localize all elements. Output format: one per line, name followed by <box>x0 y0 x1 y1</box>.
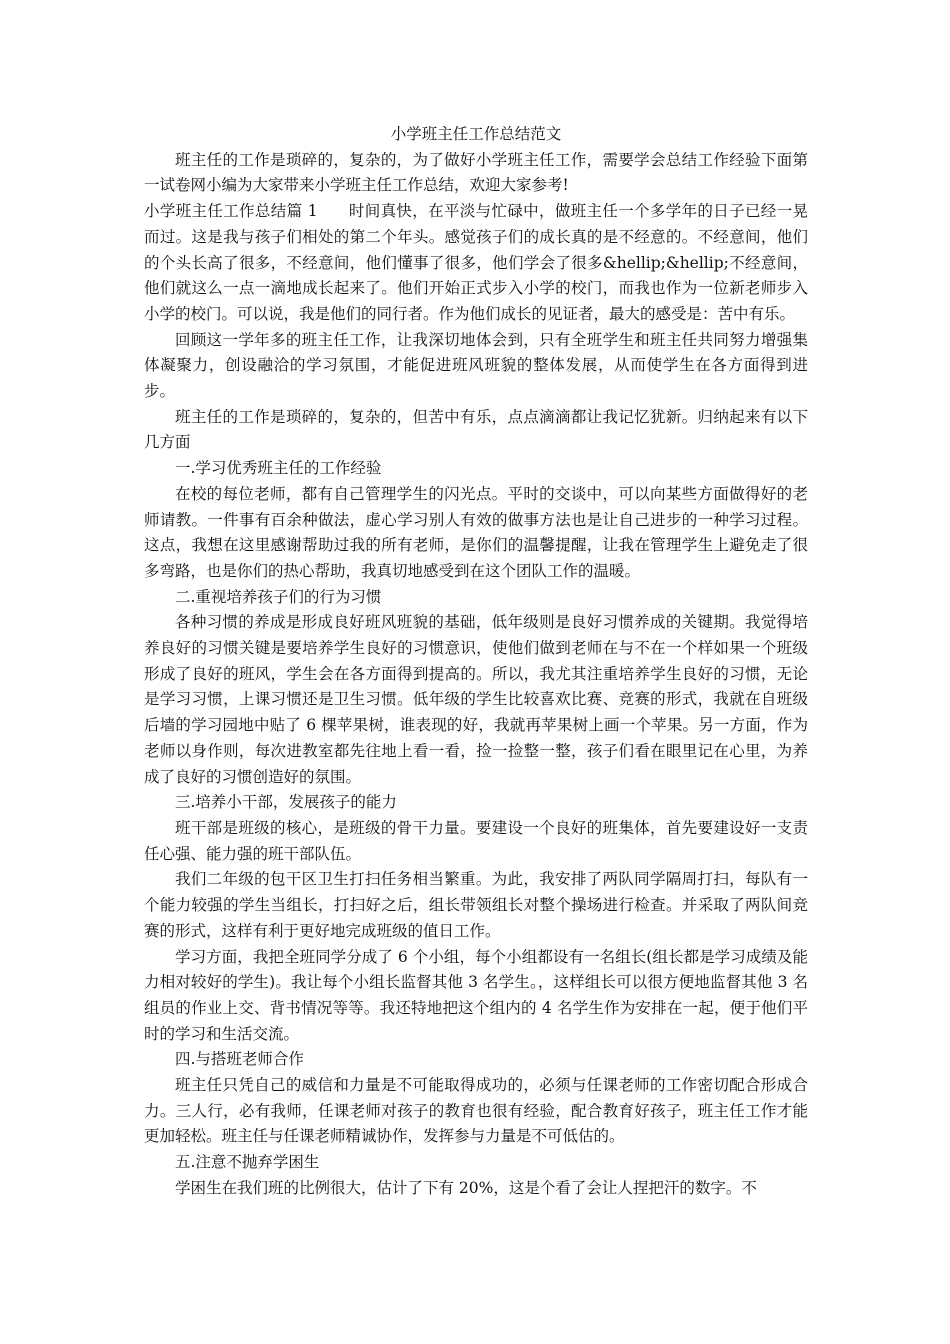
section-2-paragraph: 各种习惯的养成是形成良好班风班貌的基础，低年级则是良好习惯养成的关键期。我觉得培养良好的习惯关键是要培养学生良好的习惯意识，使他们做到老师在与不在一个样如果一个班级形成了良好的班风，学生会在各方面得到提高的。所以，我尤其注重培养学生良好的习惯，无论是学习习惯，上课习惯还是卫生习惯。低年级的学生比较喜欢比赛、竞赛的形式，我就在自班级后墙的学习园地中贴了 6 棵苹果树，谁表现的好，我就再苹果树上画一个苹果。另一方面，作为老师以身作则，每次进教室都先往地上看一看，捡一捡整一整，孩子们看在眼里记在心里，为养成了良好的习惯创造好的氛围。 <box>144 613 808 786</box>
part1-label: 小学班主任工作总结篇 1 <box>144 202 318 221</box>
intro-paragraph: 班主任的工作是琐碎的，复杂的，为了做好小学班主任工作，需要学会总结工作经验下面第一试卷网小编为大家带来小学班主任工作总结，欢迎大家参考! <box>144 150 808 195</box>
section-3-paragraph-a: 班干部是班级的核心，是班级的骨干力量。要建设一个良好的班集体，首先要建设好一支责任心强、能力强的班干部队伍。 <box>144 818 808 863</box>
section-4-paragraph: 班主任只凭自己的威信和力量是不可能取得成功的，必须与任课老师的工作密切配合形成合力。三人行，必有我师，任课老师对孩子的教育也很有经验，配合教育好孩子，班主任工作才能更加轻松。班主任与任课老师精诚协作，发挥参与力量是不可低估的。 <box>144 1076 808 1146</box>
section-3-paragraph-c: 学习方面，我把全班同学分成了 6 个小组，每个小组都设有一名组长(组长都是学习成绩及能力相对较好的学生)。我让每个小组长监督其他 3 名学生。，这样组长可以很方便地监督其他 3 名组员的作业上交、背书情况等等。我还特地把这个组内的 4 名学生作为安排在一起，便于他们平时的学习和生活交流。 <box>144 947 809 1043</box>
section-heading-1: 一.学习优秀班主任的工作经验 <box>175 459 382 478</box>
section-5-paragraph: 学困生在我们班的比例很大，估计了下有 20%，这是个看了会让人捏把汗的数字。不 <box>175 1178 757 1197</box>
section-heading-5: 五.注意不抛弃学困生 <box>175 1153 320 1172</box>
section-3-paragraph-b: 我们二年级的包干区卫生打扫任务相当繁重。为此，我安排了两队同学隔周打扫，每队有一个能力较强的学生当组长，打扫好之后，组长带领组长对整个操场进行检查。并采取了两队间竞赛的形式，这样有利于更好地完成班级的值日工作。 <box>144 870 808 940</box>
section-heading-2: 二.重视培养孩子们的行为习惯 <box>175 587 382 606</box>
section-heading-4: 四.与搭班老师合作 <box>175 1050 304 1069</box>
review-paragraph: 回顾这一学年多的班主任工作，让我深切地体会到，只有全班学生和班主任共同努力增强集体凝聚力，创设融洽的学习氛围，才能促进班风班貌的整体发展，从而使学生在各方面得到进步。 <box>144 330 808 401</box>
part1-text: 时间真快，在平淡与忙碌中，做班主任一个多学年的日子已经一晃而过。这是我与孩子们相处的第二个年头。感觉孩子们的成长真的是不经意的。不经意间，他们的个头长高了很多，不经意间，他们懂事了很多，他们学会了很多&hellip;&hellip;不经意间，他们就这么一点一滴地成长起来了。他们开始正式步入小学的校门，而我也作为一位新老师步入小学的校门。可以说，我是他们的同行者。作为他们成长的见证者，最大的感受是：苦中有乐。 <box>144 202 808 323</box>
document-page <box>144 122 808 1202</box>
summary-paragraph: 班主任的工作是琐碎的，复杂的，但苦中有乐，点点滴滴都让我记忆犹新。归纳起来有以下几方面 <box>144 407 808 452</box>
part1-paragraph <box>144 199 808 328</box>
section-1-paragraph: 在校的每位老师，都有自己管理学生的闪光点。平时的交谈中，可以向某些方面做得好的老师请教。一件事有百余种做法，虚心学习别人有效的做事方法也是让自己进步的一种学习过程。这点，我想在这里感谢帮助过我的所有老师，是你们的温馨提醒，让我在管理学生上避免走了很多弯路，也是你们的热心帮助，我真切地感受到在这个团队工作的温暖。 <box>144 484 808 580</box>
document-title: 小学班主任工作总结范文 <box>390 125 562 143</box>
section-heading-3: 三.培养小干部，发展孩子的能力 <box>175 793 397 812</box>
